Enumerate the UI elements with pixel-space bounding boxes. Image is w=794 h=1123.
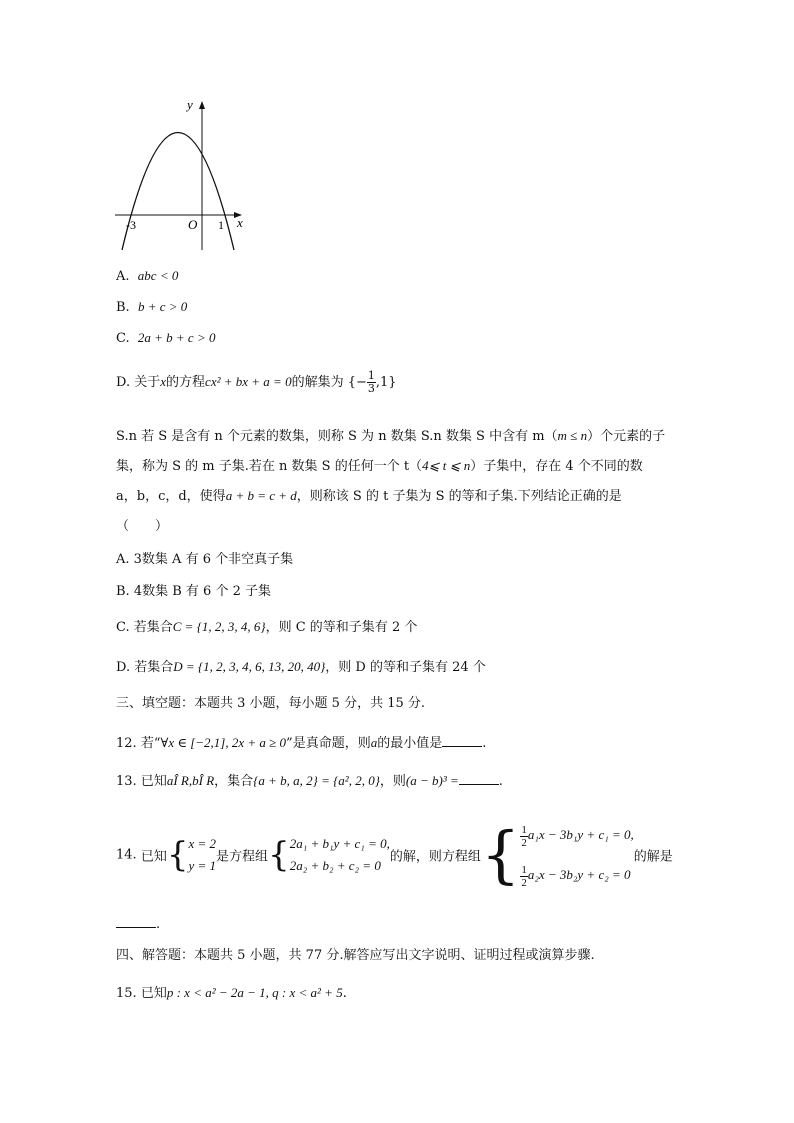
- q14-answer-blank: [116, 915, 156, 928]
- q10-option-a: A. abc < 0: [116, 268, 179, 284]
- q10-option-c-math: 2a + b + c > 0: [137, 330, 216, 345]
- q15: 15. 已知p : x < a² − 2a − 1, q : x < a² + 5.: [116, 985, 347, 1001]
- y-label: y: [187, 97, 193, 112]
- q11-option-b: B. 4数集 B 有 6 个 2 子集: [116, 584, 271, 599]
- y-axis-arrow: [199, 101, 205, 109]
- q14-answer-line: .: [116, 915, 160, 932]
- q10-option-d-equation: cx² + bx + a = 0: [205, 374, 292, 389]
- q11-line-4: （ ）: [116, 519, 169, 534]
- q12: 12. 若“∀x ∈ [−2,1], 2x + a ≥ 0”是真命题，则a的最小值是 .: [116, 735, 487, 751]
- q13: 13. 已知aÎ R,bÎ R，集合{a + b, a, 2} = {a², 2, 0}，则(a − b)³ = .: [116, 773, 503, 789]
- q11-option-c: C. 若集合C = {1, 2, 3, 4, 6}，则 C 的等和子集有 2 个: [116, 619, 418, 635]
- q10-option-c: C. 2a + b + c > 0: [116, 330, 216, 346]
- q14: 14. 已知{x = 2 y = 1是方程组{2a₁ + b₁y + c₁ = 0, 2a₂ + b₂ + c₂ = 0的解，则方程组{ $\frac{1}{2}$ a₁x − 3b₁y + c₁ = 0, $\frac{1}{2}$ a₂x − 3b₂y + c₂ = 0的解是: [116, 815, 673, 895]
- neg-three-label: -3: [126, 218, 136, 232]
- q11-line-2: 集，称为 S 的 m 子集.若在 n 数集 S 的任何一个 t（4⩽ t ⩽ n）子集中，存在 4 个不同的数: [116, 458, 643, 474]
- q14-system-3: $\frac{1}{2}$ a₁x − 3b₁y + c₁ = 0, $\frac{1}{2}$ a₂x − 3b₂y + c₂ = 0: [521, 823, 634, 889]
- q14-system-2: 2a₁ + b₁y + c₁ = 0, 2a₂ + b₂ + c₂ = 0: [289, 836, 390, 873]
- x-label: x: [237, 215, 243, 230]
- q10-option-a-math: abc < 0: [137, 268, 179, 283]
- q11-option-d: D. 若集合D = {1, 2, 3, 4, 6, 13, 20, 40}，则 D 的等和子集有 24 个: [116, 659, 486, 675]
- q10-option-b: B. b + c > 0: [116, 299, 188, 315]
- q14-system-1: x = 2 y = 1: [188, 836, 217, 873]
- q10-option-b-math: b + c > 0: [137, 299, 188, 314]
- q14-brace-1: {: [166, 835, 189, 875]
- q11-option-a: A. 3数集 A 有 6 个非空真子集: [116, 552, 294, 567]
- section-4-heading: 四、解答题：本题共 5 小题，共 77 分.解答应写出文字说明、证明过程或演算步骤.: [116, 948, 595, 963]
- q10-option-d-fraction: $\frac{1}{3}$: [367, 369, 375, 395]
- q14-brace-2: {: [268, 835, 290, 875]
- q12-answer-blank: [442, 734, 482, 747]
- parabola-curve: [122, 133, 234, 251]
- section-3-heading: 三、填空题：本题共 3 小题，每小题 5 分，共 15 分.: [116, 696, 426, 711]
- parabola-graph: [110, 95, 250, 255]
- q13-answer-blank: [459, 772, 499, 785]
- origin-label: O: [188, 217, 198, 232]
- q14-brace-3: {: [480, 818, 521, 891]
- q10-option-d: D. 关于x的方程cx² + bx + a = 0的解集为 {− $\frac{1}{3}$ ,1}: [116, 369, 397, 395]
- one-label: 1: [218, 218, 224, 232]
- q11-line-1: S.n 若 S 是含有 n 个元素的数集，则称 S 为 n 数集 S.n 数集 S 中含有 m（m ≤ n）个元素的子: [116, 428, 666, 444]
- q11-line-3: a，b，c，d，使得a + b = c + d，则称该 S 的 t 子集为 S 的等和子集.下列结论正确的是: [116, 488, 622, 504]
